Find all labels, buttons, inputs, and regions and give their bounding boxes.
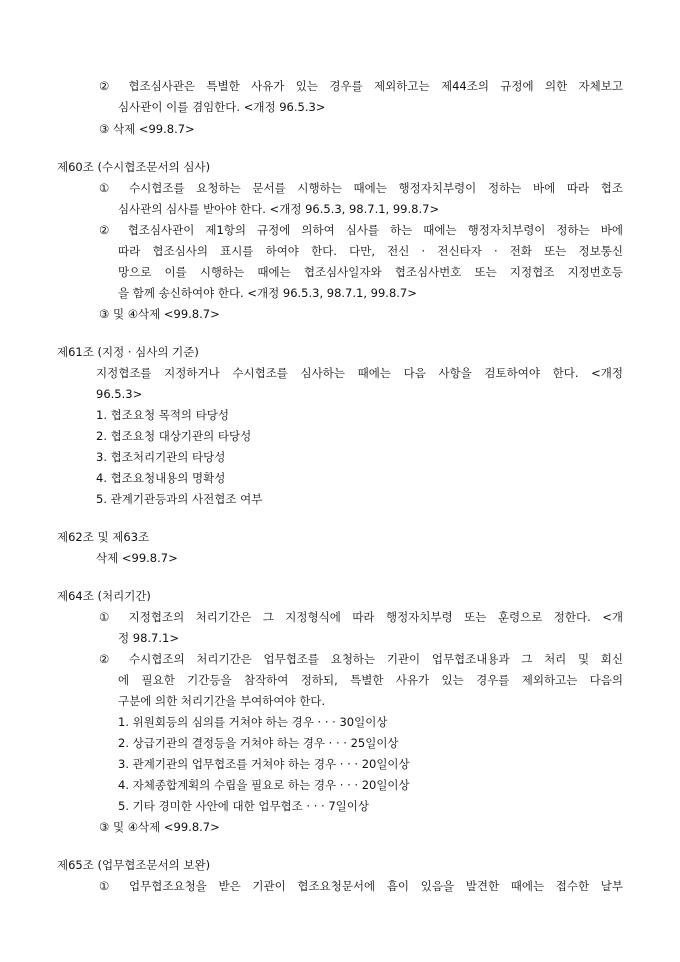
paragraph-line: 을 함께 송신하여야 한다. <개정 96.5.3, 98.7.1, 99.8.7> [118,286,417,300]
paragraph-line: 구분에 의한 처리기간을 부여하여야 한다. [118,694,326,708]
list-item: 3. 협조처리기관의 타당성 [96,450,226,464]
article-heading: 제64조 (처리기간) [57,589,151,603]
paragraph-line: ② 협조심사관이 제1항의 규정에 의하여 심사를 하는 때에는 행정자치부령이 정하는 바에 [99,223,623,237]
paragraph-line: 에 필요한 기간등을 참작하여 정하되, 특별한 사유가 있는 경우를 제외하고는 다음의 [118,673,623,687]
paragraph-line: 삭제 <99.8.7> [96,551,178,565]
paragraph-line: ② 수시협조의 처리기간은 업무협조를 요청하는 기관이 업무협조내용과 그 처리 및 회신 [99,652,623,666]
list-item: 2. 상급기관의 결정등을 거쳐야 하는 경우 · · · 25일이상 [118,736,399,750]
list-item: 2. 협조요청 대상기관의 타당성 [96,429,252,443]
paragraph-line: 지정협조를 지정하거나 수시협조를 심사하는 때에는 다음 사항을 검토하여야 한다. <개정 [96,366,623,380]
paragraph-line: ① 수시협조를 요청하는 문서를 시행하는 때에는 행정자치부령이 정하는 바에 따라 협조 [99,181,623,195]
paragraph-line: 따라 협조심사의 표시를 하여야 한다. 다만, 전신 · 전신타자 · 전화 또는 정보통신 [118,244,623,258]
paragraph-line: ③ 삭제 <99.8.7> [99,122,195,136]
paragraph-line: ③ 및 ④삭제 <99.8.7> [99,307,220,321]
paragraph-line: 96.5.3> [96,387,143,401]
list-item: 4. 협조요청내용의 명확성 [96,471,226,485]
paragraph-line: ③ 및 ④삭제 <99.8.7> [99,820,220,834]
paragraph-line: ② 협조심사관은 특별한 사유가 있는 경우를 제외하고는 제44조의 규정에 의한 자체보고 [99,79,623,93]
list-item: 3. 관계기관의 업무협조를 거쳐야 하는 경우 · · · 20일이상 [118,757,410,771]
article-heading: 제60조 (수시협조문서의 심사) [57,160,211,174]
paragraph-line: ① 업무협조요청을 받은 기관이 협조요청문서에 흠이 있음을 발견한 때에는 접수한 날부 [99,879,623,893]
article-heading: 제65조 (업무협조문서의 보완) [57,858,211,872]
list-item: 1. 위원회등의 심의를 거쳐야 하는 경우 · · · 30일이상 [118,715,388,729]
list-item: 4. 자체종합계획의 수립을 필요로 하는 경우 · · · 20일이상 [118,778,410,792]
article-heading: 제62조 및 제63조 [57,530,150,544]
list-item: 5. 기타 경미한 사안에 대한 업무협조 · · · 7일이상 [118,799,370,813]
paragraph-line: ① 지정협조의 처리기간은 그 지정형식에 따라 행정자치부령 또는 훈령으로 정한다. <개 [99,610,623,624]
list-item: 1. 협조요청 목적의 타당성 [96,408,230,422]
paragraph-line: 정 98.7.1> [118,631,179,645]
list-item: 5. 관계기관등과의 사전협조 여부 [96,492,263,506]
paragraph-line: 망으로 이를 시행하는 때에는 협조심사일자와 협조심사번호 또는 지정협조 지정번호등 [118,265,623,279]
paragraph-line: 심사관이 이를 겸임한다. <개정 96.5.3> [118,100,326,114]
paragraph-line: 심사관의 심사를 받아야 한다. <개정 96.5.3, 98.7.1, 99.8.7> [118,202,440,216]
article-heading: 제61조 (지정 · 심사의 기준) [57,345,199,359]
